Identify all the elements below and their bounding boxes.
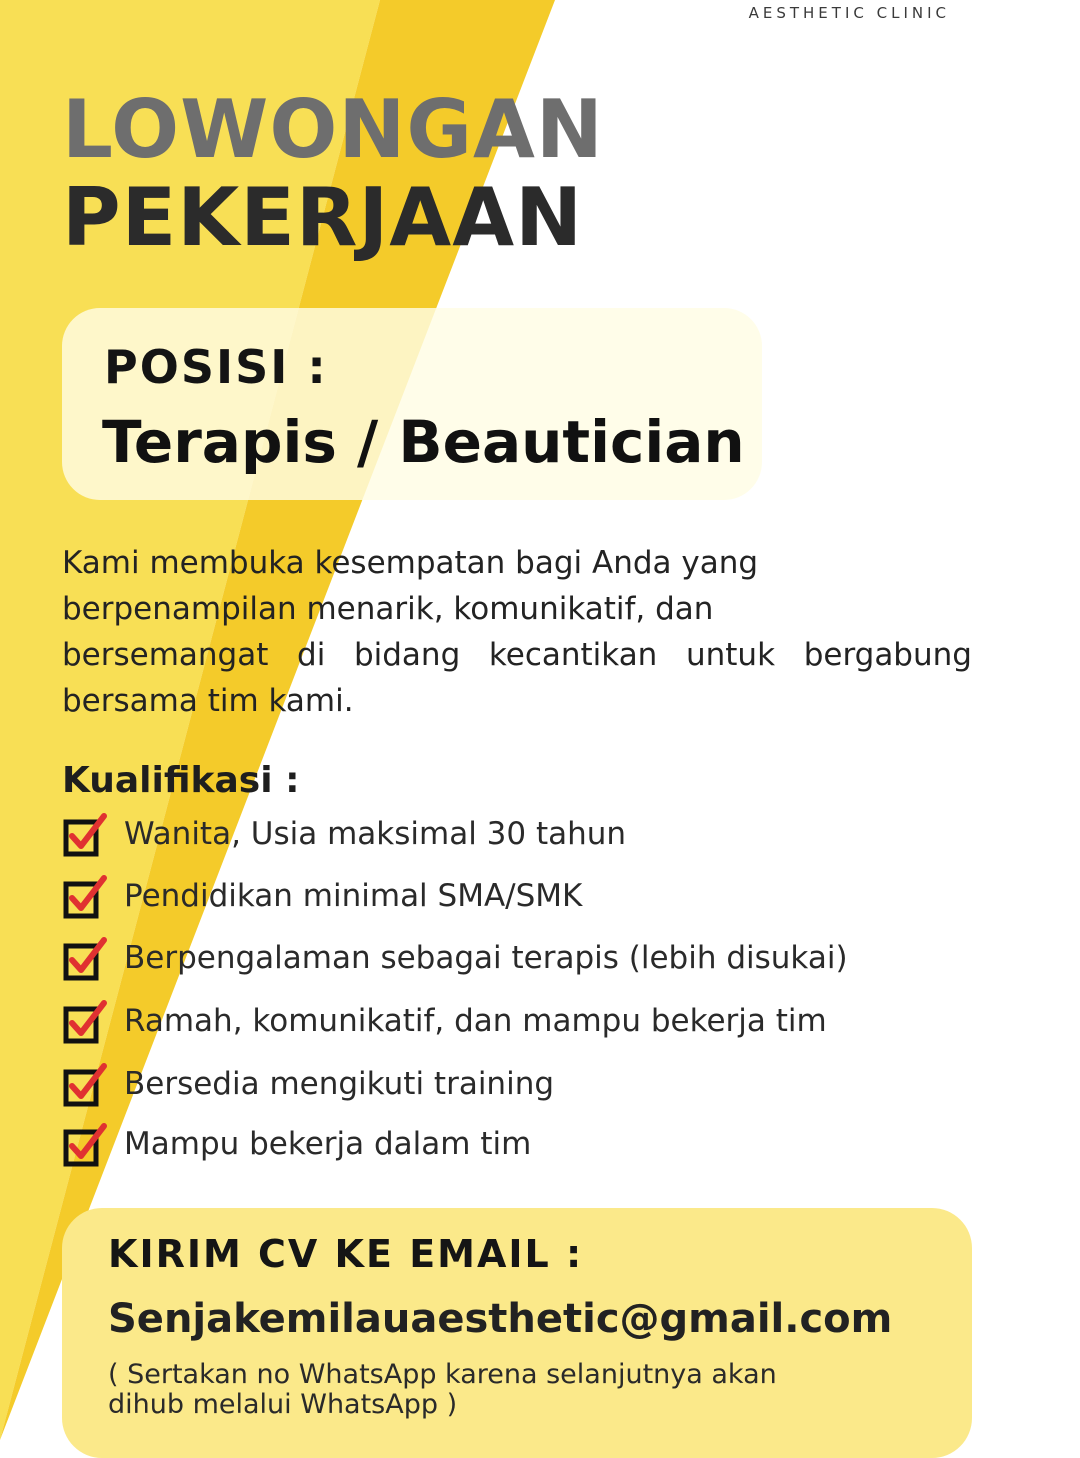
contact-note-line: dihub melalui WhatsApp ) — [108, 1389, 458, 1420]
checkbox-check-icon — [62, 1060, 110, 1108]
job-description — [62, 540, 972, 724]
description-line: bersama tim kami. — [62, 683, 354, 719]
description-line: berpenampilan menarik, komunikatif, dan — [62, 591, 714, 627]
description-line: Kami membuka kesempatan bagi Anda yang — [62, 545, 759, 581]
qualification-text: Bersedia mengikuti training — [124, 1066, 555, 1102]
description-word: bergabung — [803, 637, 972, 673]
qualification-item — [62, 1120, 531, 1168]
headline-line-1: LOWONGAN — [62, 83, 604, 176]
qualification-text: Wanita, Usia maksimal 30 tahun — [124, 816, 627, 852]
description-word: bersemangat — [62, 637, 269, 673]
contact-note — [108, 1360, 777, 1420]
description-word: di — [297, 637, 326, 673]
qualification-text: Ramah, komunikatif, dan mampu bekerja tim — [124, 1003, 827, 1039]
description-line — [62, 632, 972, 678]
description-word: bidang — [353, 637, 461, 673]
qualification-item — [62, 810, 626, 858]
checkbox-check-icon — [62, 1120, 110, 1168]
qualification-item — [62, 934, 848, 982]
description-word: untuk — [685, 637, 776, 673]
checkbox-check-icon — [62, 934, 110, 982]
position-title: Terapis / Beautician — [102, 408, 745, 476]
brand-name: AESTHETIC CLINIC — [748, 4, 950, 22]
qualification-item — [62, 872, 582, 920]
qualification-item — [62, 1060, 554, 1108]
qualification-text: Mampu bekerja dalam tim — [124, 1126, 532, 1162]
description-word: kecantikan — [488, 637, 658, 673]
contact-note-line: ( Sertakan no WhatsApp karena selanjutnya akan — [108, 1359, 777, 1390]
contact-label: KIRIM CV KE EMAIL : — [108, 1232, 584, 1276]
qualifications-title: Kualifikasi : — [62, 760, 300, 801]
qualification-item — [62, 997, 827, 1045]
contact-email[interactable]: Senjakemilauaesthetic@gmail.com — [108, 1296, 893, 1342]
checkbox-check-icon — [62, 872, 110, 920]
checkbox-check-icon — [62, 997, 110, 1045]
headline-line-2: PEKERJAAN — [62, 171, 584, 264]
position-label: POSISI : — [104, 340, 328, 394]
checkbox-check-icon — [62, 810, 110, 858]
qualification-text: Pendidikan minimal SMA/SMK — [124, 878, 583, 914]
qualification-text: Berpengalaman sebagai terapis (lebih disukai) — [124, 940, 848, 976]
